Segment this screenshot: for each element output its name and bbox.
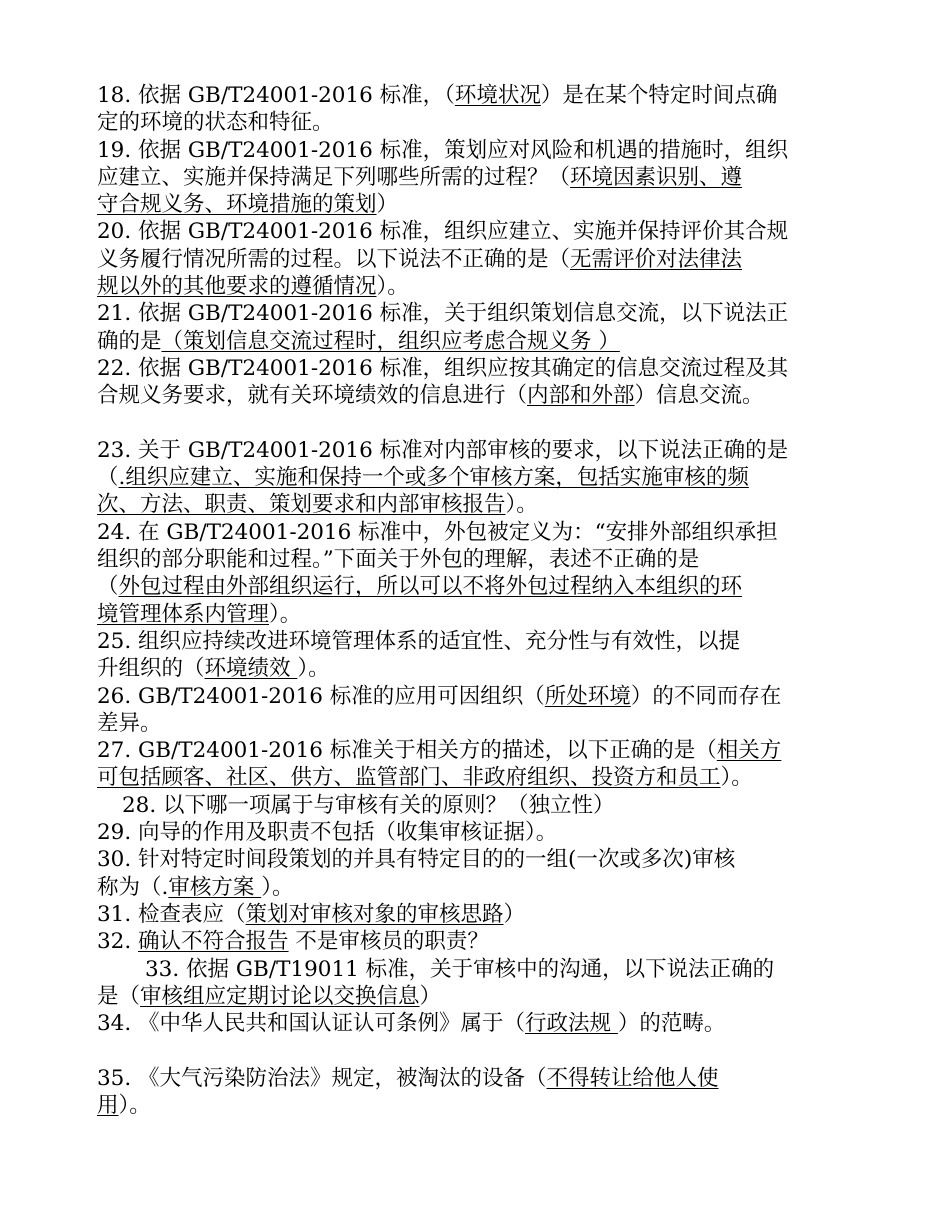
question-text: 确的是 <box>97 328 162 354</box>
question-text: 28. 以下哪一项属于与审核有关的原则？（独立性） <box>122 792 615 818</box>
question-text: 19. 依据 GB/T24001-2016 标准，策划应对风险和机遇的措施时，组织 <box>97 137 789 163</box>
question-text: 升组织的（ <box>97 656 205 682</box>
question-text: 21. 依据 GB/T24001-2016 标准，关于组织策划信息交流，以下说法正 <box>97 301 789 327</box>
question-item <box>97 819 862 846</box>
question-item <box>97 1065 862 1120</box>
answer-text: 行政法规 <box>525 1011 618 1037</box>
question-text: ）的不同而存在 <box>630 683 782 709</box>
question-text: ）。 <box>297 656 330 682</box>
answer-text: 环境因素识别、遵 <box>570 164 743 190</box>
answer-text: 环境状况 <box>454 83 541 108</box>
question-line <box>97 846 862 873</box>
question-line <box>97 328 862 355</box>
question-text: 24. 在 GB/T24001-2016 标准中，外包被定义为：“安排外部组织承担 <box>97 519 778 545</box>
question-item <box>97 683 862 738</box>
answer-text: 确认不符合报告 <box>138 929 289 955</box>
answer-text: 境管理体系内管理 <box>97 601 270 627</box>
question-line <box>97 901 862 928</box>
question-line <box>97 191 862 218</box>
question-line <box>97 109 862 136</box>
question-line <box>97 355 862 382</box>
answer-text: .组织应建立、实施和保持一个或多个审核方案，包括实施审核的频 <box>118 465 749 491</box>
blank-line <box>97 410 862 437</box>
question-line <box>97 737 862 764</box>
question-line <box>97 792 862 819</box>
question-line <box>97 628 862 655</box>
answer-text: 守合规义务、环境措施的策划 <box>97 192 377 218</box>
question-line <box>97 491 862 518</box>
question-text: ）。 <box>720 765 753 791</box>
question-text: 34. 《中华人民共和国认证认可条例》属于（ <box>97 1011 526 1037</box>
answer-text: 环境绩效 <box>204 656 298 682</box>
question-item <box>97 956 862 1011</box>
question-line <box>97 710 862 737</box>
question-item <box>97 355 862 410</box>
answer-text: 所处环境 <box>544 683 631 709</box>
question-line <box>97 246 862 273</box>
question-text: ）。 <box>269 601 302 627</box>
question-text: 组织的部分职能和过程。”下面关于外包的理解，表述不正确的是 <box>97 547 700 573</box>
answer-text: 审核组应定期讨论以交换信息 <box>140 983 420 1009</box>
blank-line <box>97 1037 862 1064</box>
question-line <box>97 874 862 901</box>
question-item <box>97 218 862 300</box>
answer-text: 无需评价对法律法 <box>570 246 743 272</box>
question-item <box>97 437 862 519</box>
question-line <box>97 956 862 983</box>
question-line <box>97 1092 862 1119</box>
question-item <box>97 792 862 819</box>
question-text: ）。 <box>118 1092 151 1118</box>
question-text: 30. 针对特定时间段策划的并具有特定目的的一组(一次或多次)审核 <box>97 847 736 873</box>
question-text: 义务履行情况所需的过程。以下说法不正确的是（ <box>97 246 571 272</box>
question-line <box>97 300 862 327</box>
question-text: 23. 关于 GB/T24001-2016 标准对内部审核的要求，以下说法正确的是 <box>97 437 789 463</box>
question-text: ）的范畴。 <box>617 1011 726 1037</box>
question-item <box>97 300 862 355</box>
answer-text: （策划信息交流过程时，组织应考虑合规义务 ） <box>161 328 620 354</box>
question-text: 29. 向导的作用及职责不包括（收集审核证据）。 <box>97 820 558 846</box>
question-text: ）是在某个特定时间点确 <box>540 83 778 108</box>
question-line <box>97 273 862 300</box>
question-item <box>97 137 862 219</box>
question-text: 不是审核员的职责？ <box>288 929 489 955</box>
question-line <box>97 928 862 955</box>
question-text: ）信息交流。 <box>634 383 764 409</box>
question-text: 应建立、实施并保持满足下列哪些所需的过程？（ <box>97 164 571 190</box>
question-line <box>97 601 862 628</box>
question-item <box>97 846 862 901</box>
question-line <box>97 683 862 710</box>
question-item <box>97 82 862 137</box>
question-line <box>97 519 862 546</box>
question-text: 18. 依据 GB/T24001-2016 标准，（ <box>97 83 455 108</box>
question-text: 25. 组织应持续改进环境管理体系的适宜性、充分性与有效性，以提 <box>97 628 741 654</box>
question-item <box>97 901 862 928</box>
question-text: 22. 依据 GB/T24001-2016 标准，组织应按其确定的信息交流过程及其 <box>97 355 789 381</box>
question-text: （ <box>97 574 119 600</box>
question-line <box>97 437 862 464</box>
question-text: （ <box>97 465 119 491</box>
question-text: 32. <box>97 929 139 955</box>
answer-text: 用 <box>97 1092 119 1118</box>
answer-text: 审核方案 <box>168 874 262 900</box>
question-item <box>97 519 862 628</box>
question-line <box>97 137 862 164</box>
question-text: 26. GB/T24001-2016 标准的应用可因组织（ <box>97 683 545 709</box>
question-item <box>97 928 862 955</box>
question-item <box>97 1010 862 1037</box>
question-text: 定的环境的状态和特征。 <box>97 110 334 136</box>
question-line <box>97 164 862 191</box>
question-text: ） <box>376 192 399 218</box>
answer-text: 次、方法、职责、策划要求和内部审核报告 <box>97 492 506 518</box>
question-line <box>97 573 862 600</box>
question-line <box>97 1065 862 1092</box>
question-line <box>97 764 862 791</box>
question-text: 27. GB/T24001-2016 标准关于相关方的描述，以下正确的是（ <box>97 738 717 764</box>
answer-text: 规以外的其他要求的遵循情况 <box>97 274 377 300</box>
question-line <box>97 218 862 245</box>
question-text: 称为（. <box>97 874 169 900</box>
question-text: ）。 <box>261 874 294 900</box>
question-item <box>97 737 862 792</box>
question-text: 是（ <box>97 983 141 1009</box>
answer-text: 内部和外部 <box>527 383 635 409</box>
question-line <box>97 546 862 573</box>
question-line <box>97 983 862 1010</box>
answer-text: 外包过程由外部组织运行，所以可以不将外包过程纳入本组织的环 <box>118 574 743 600</box>
question-text: 35. 《大气污染防治法》规定，被淘汰的设备（ <box>97 1065 547 1091</box>
question-line <box>97 819 862 846</box>
answer-text: 策划对审核对象的审核思路 <box>245 901 504 927</box>
question-line <box>97 464 862 491</box>
question-text: 合规义务要求，就有关环境绩效的信息进行（ <box>97 383 528 409</box>
document-body <box>97 82 862 1119</box>
answer-text: 不得转让给他人使 <box>546 1065 719 1091</box>
question-text: 20. 依据 GB/T24001-2016 标准，组织应建立、实施并保持评价其合规 <box>97 219 789 245</box>
question-line <box>97 382 862 409</box>
answer-text: 可包括顾客、社区、供方、监管部门、非政府组织、投资方和员工 <box>97 765 721 791</box>
question-line <box>97 82 862 109</box>
question-text: 31. 检查表应（ <box>97 901 246 927</box>
question-text: ） <box>503 901 526 927</box>
question-item <box>97 628 862 683</box>
question-text: 33. 依据 GB/T19011 标准，关于审核中的沟通，以下说法正确的 <box>145 956 775 982</box>
question-text: ）。 <box>376 274 409 300</box>
question-text: ） <box>419 983 442 1009</box>
question-line <box>97 1010 862 1037</box>
question-text: ）。 <box>505 492 538 518</box>
question-line <box>97 655 862 682</box>
answer-text: 相关方 <box>716 738 782 764</box>
question-text: 差异。 <box>97 710 162 736</box>
